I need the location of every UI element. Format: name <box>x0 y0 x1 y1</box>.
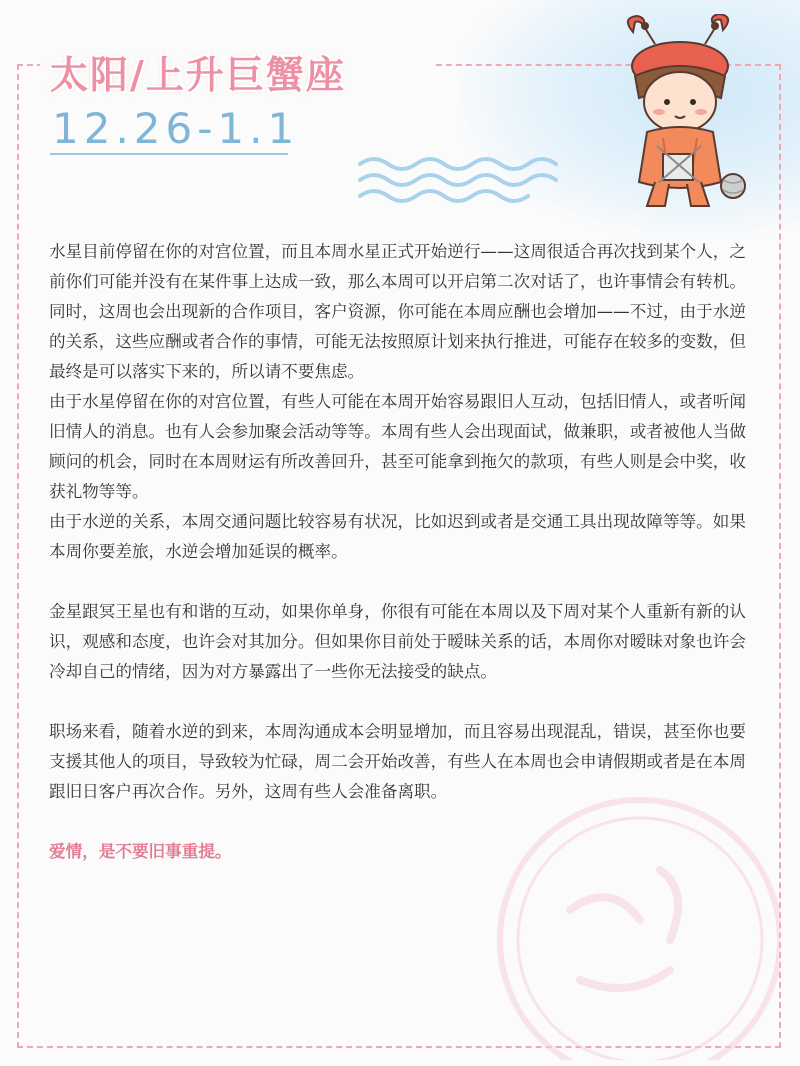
wave-lines-icon <box>355 152 585 212</box>
date-range: 12.26-1.1 <box>52 104 300 153</box>
paragraph-new-cooperation: 同时，这周也会出现新的合作项目，客户资源，你可能在本周应酬也会增加——不过，由于水逆的关系，这些应酬或者合作的事情，可能无法按照原计划来执行推进，可能存在较多的变数，但最终是可以落实下来的，所以请不要焦虑。 <box>49 302 746 381</box>
paragraph-retrograde-conversation: 水星目前停留在你的对宫位置，而且本周水星正式开始逆行——这周很适合再次找到某个人，之前你们可能并没有在某件事上达成一致，那么本周可以开启第二次对话了，也许事情会有转机。 <box>49 242 746 291</box>
paragraph-venus-pluto: 金星跟冥王星也有和谐的互动，如果你单身，你很有可能在本周以及下周对某个人重新有新的认识，观感和态度，也许会对其加分。但如果你目前处于暧昧关系的话，本周你对暧昧对象也许会冷却自己的情绪，因为对方暴露出了一些你无法接受的缺点。 <box>49 602 746 681</box>
paragraph-old-contacts: 由于水星停留在你的对宫位置，有些人可能在本周开始容易跟旧人互动，包括旧情人，或者听闻旧情人的消息。也有人会参加聚会活动等等。本周有些人会出现面试，做兼职，或者被他人当做顾问的机会，同时在本周财运有所改善回升，甚至可能拿到拖欠的款项，有些人则是会中奖，收获礼物等等。 <box>49 392 746 501</box>
paragraph-career: 职场来看，随着水逆的到来，本周沟通成本会明显增加，而且容易出现混乱，错误，甚至你也要支援其他人的项目，导致较为忙碌，周二会开始改善，有些人在本周也会申请假期或者是在本周跟旧日客户再次合作。另外，这周有些人会准备离职。 <box>49 722 746 801</box>
paragraph-spacer <box>49 567 759 597</box>
date-underline <box>50 153 288 155</box>
crab-mascot-icon <box>605 14 755 219</box>
paragraph-spacer <box>49 807 759 837</box>
horoscope-body <box>49 237 759 867</box>
paragraph-traffic: 由于水逆的关系，本周交通问题比较容易有状况，比如迟到或者是交通工具出现故障等等。如果本周你要差旅，水逆会增加延误的概率。 <box>49 512 746 561</box>
paragraph-spacer <box>49 687 759 717</box>
page-title: 太阳/上升巨蟹座 <box>50 53 346 97</box>
closing-line: 爱情，是不要旧事重提。 <box>49 842 232 861</box>
